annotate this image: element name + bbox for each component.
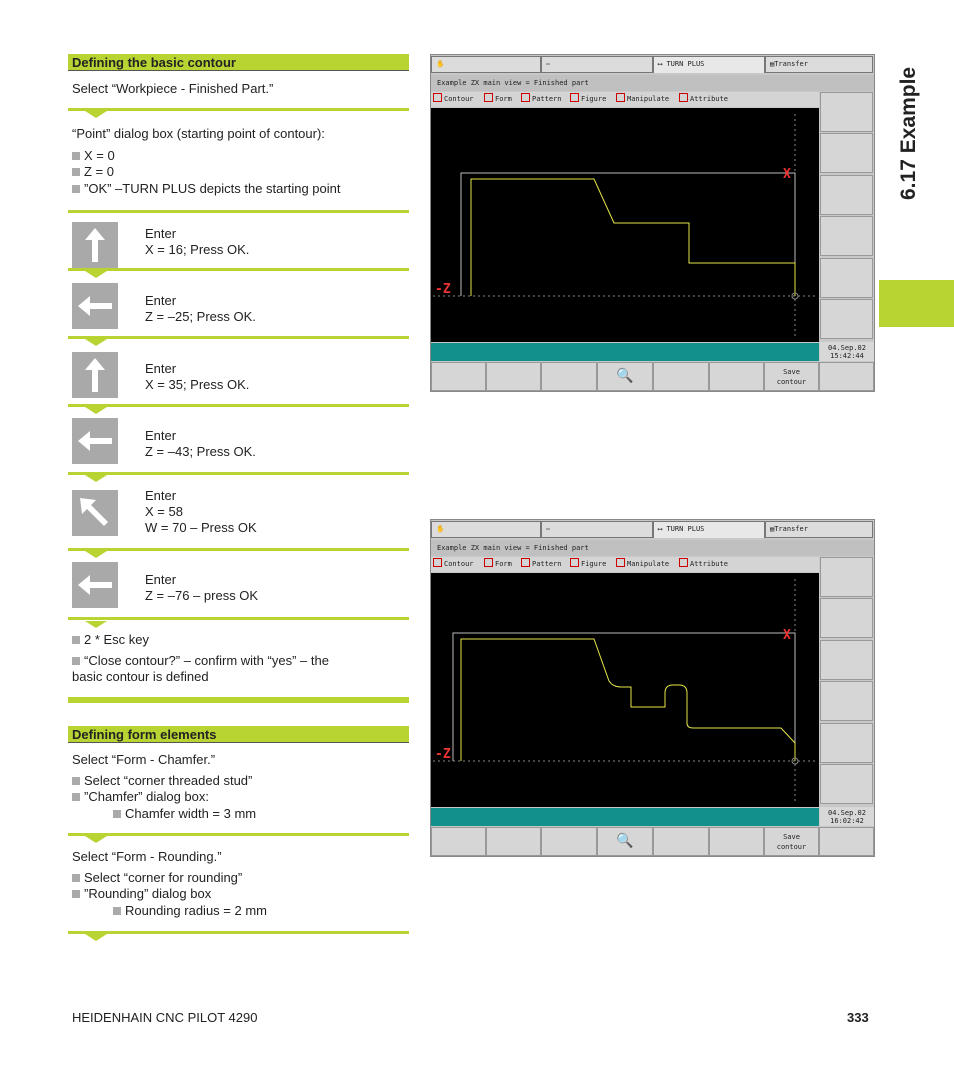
arrow-left-icon: [72, 283, 118, 329]
bullet-icon: [72, 168, 80, 176]
separator: [68, 336, 409, 339]
softkey[interactable]: [431, 362, 486, 391]
mode-tabs: [431, 520, 874, 539]
separator: [68, 548, 409, 551]
menu-item-contour[interactable]: Contour: [433, 92, 444, 107]
softkey[interactable]: [819, 362, 874, 391]
tab-turn-plus[interactable]: ⟷ TURN PLUS: [653, 521, 765, 538]
arrow-left-icon: [72, 418, 118, 464]
menu-item-pattern[interactable]: Pattern: [521, 92, 532, 107]
vertical-softkey[interactable]: [820, 133, 873, 173]
manipulate-icon: [616, 93, 625, 102]
instruction-select-chamfer: Select “Form - Chamfer.”: [72, 752, 216, 767]
menu-item-pattern[interactable]: Pattern: [521, 557, 532, 572]
separator-marker: [85, 934, 107, 941]
tab-automatic[interactable]: [541, 56, 653, 73]
status-bar: [431, 343, 819, 361]
save-disk-icon: ▤: [770, 60, 775, 68]
contour-icon: [433, 558, 442, 567]
softkey[interactable]: [486, 362, 541, 391]
form-icon: [484, 558, 493, 567]
vertical-softkey[interactable]: [820, 258, 873, 298]
separator: [68, 210, 409, 213]
magnifier-icon: 🔍: [616, 368, 634, 384]
vertical-softkey[interactable]: [820, 764, 873, 804]
separator-marker: [85, 407, 107, 414]
bullet-icon: [72, 874, 80, 882]
vertical-softkey[interactable]: [820, 216, 873, 256]
bullet-icon: [113, 810, 121, 818]
section-heading-form-elements: Defining form elements: [68, 726, 409, 743]
tab-transfer[interactable]: ▤Transfer: [765, 56, 873, 73]
save-disk-icon: ▤: [770, 525, 775, 533]
program-run-icon: ⇨: [546, 525, 551, 533]
menu-item-form[interactable]: Form: [484, 557, 495, 572]
contour-graphic: [431, 573, 819, 807]
mode-tabs: [431, 55, 874, 74]
separator: [68, 472, 409, 475]
horizontal-softkeys: [431, 827, 874, 856]
vertical-softkey[interactable]: [820, 92, 873, 132]
separator-marker: [85, 271, 107, 278]
tab-manual[interactable]: [431, 521, 541, 538]
bullet-icon: [72, 185, 80, 193]
separator: [68, 931, 409, 934]
date-time: 04.Sep.02 16:02:42: [820, 807, 874, 826]
step-text: Enter X = 35; Press OK.: [145, 361, 250, 392]
rounding-item: Select “corner for rounding”: [72, 870, 242, 886]
save-contour-button[interactable]: Save contour: [764, 362, 819, 391]
esc-instruction: 2 * Esc key: [72, 632, 149, 648]
menu-item-attribute[interactable]: Attribute: [679, 557, 690, 572]
point-dialog-intro: “Point” dialog box (starting point of contour):: [72, 126, 325, 141]
separator: [68, 697, 409, 703]
menu-item-contour[interactable]: Contour: [433, 557, 444, 572]
instruction-select-rounding: Select “Form - Rounding.”: [72, 849, 222, 864]
tab-transfer[interactable]: ▤Transfer: [765, 521, 873, 538]
bullet-icon: [72, 152, 80, 160]
separator: [68, 404, 409, 407]
menu-bar: [431, 92, 819, 107]
arrow-left-icon: [72, 562, 118, 608]
separator-marker: [85, 111, 107, 118]
tab-manual[interactable]: [431, 56, 541, 73]
vertical-softkey[interactable]: [820, 557, 873, 597]
pattern-icon: [521, 93, 530, 102]
step-text: Enter Z = –43; Press OK.: [145, 428, 256, 459]
manipulate-icon: [616, 558, 625, 567]
axis-x-label: X: [783, 167, 791, 182]
point-item: X = 0: [72, 148, 115, 164]
contour-view[interactable]: [431, 573, 819, 807]
hand-icon: ✋: [436, 525, 445, 533]
contour-view[interactable]: [431, 108, 819, 342]
softkey[interactable]: [653, 827, 709, 856]
contour-graphic: [431, 108, 819, 342]
menu-item-figure[interactable]: Figure: [570, 557, 581, 572]
menu-item-manipulate[interactable]: Manipulate: [616, 92, 627, 107]
chamfer-subitem: Chamfer width = 3 mm: [113, 806, 256, 822]
vertical-softkey[interactable]: [820, 723, 873, 763]
separator: [68, 833, 409, 836]
softkey[interactable]: [709, 827, 764, 856]
bullet-icon: [72, 793, 80, 801]
menu-item-attribute[interactable]: Attribute: [679, 92, 690, 107]
separator-marker: [85, 551, 107, 558]
separator-marker: [85, 339, 107, 346]
separator: [68, 108, 409, 111]
point-item: Z = 0: [72, 164, 114, 180]
menu-item-figure[interactable]: Figure: [570, 92, 581, 107]
date-time: 04.Sep.02 15:42:44: [820, 342, 874, 361]
hand-icon: ✋: [436, 60, 445, 68]
softkey-zoom[interactable]: [597, 827, 653, 856]
point-item: ”OK” –TURN PLUS depicts the starting point: [72, 181, 341, 197]
vertical-softkey[interactable]: [820, 175, 873, 215]
separator-marker: [85, 621, 107, 628]
bullet-icon: [113, 907, 121, 915]
bullet-icon: [72, 636, 80, 644]
step-text: Enter X = 58 W = 70 – Press OK: [145, 488, 257, 535]
separator: [68, 617, 409, 620]
bullet-icon: [72, 657, 80, 665]
vertical-softkey[interactable]: [820, 598, 873, 638]
softkey[interactable]: [709, 362, 764, 391]
bullet-icon: [72, 777, 80, 785]
footer-manual-title: HEIDENHAIN CNC PILOT 4290: [72, 1010, 258, 1025]
softkey[interactable]: [653, 362, 709, 391]
cnc-screenshot-1: [430, 54, 875, 392]
page-number: 333: [847, 1010, 869, 1025]
axis-z-label: -Z: [435, 747, 451, 762]
vertical-softkey[interactable]: [820, 640, 873, 680]
window-title: Example ZX main view = Finished part: [431, 75, 874, 91]
softkey[interactable]: [431, 827, 486, 856]
turn-plus-icon: ⟷: [658, 525, 663, 533]
bullet-icon: [72, 890, 80, 898]
chamfer-item: ”Chamfer” dialog box:: [72, 789, 209, 805]
separator-marker: [85, 475, 107, 482]
separator-marker: [85, 836, 107, 843]
arrow-up-left-icon: [72, 490, 118, 536]
contour-icon: [433, 93, 442, 102]
window-title: Example ZX main view = Finished part: [431, 540, 874, 556]
softkey[interactable]: [541, 827, 597, 856]
vertical-softkey[interactable]: [820, 299, 873, 339]
attribute-icon: [679, 558, 688, 567]
form-icon: [484, 93, 493, 102]
section-tab-marker: [879, 280, 954, 327]
arrow-up-icon: [72, 352, 118, 398]
instruction-select-workpiece: Select “Workpiece - Finished Part.”: [72, 81, 274, 96]
axis-z-label: -Z: [435, 282, 451, 297]
softkey-zoom[interactable]: [597, 362, 653, 391]
status-bar: [431, 808, 819, 826]
figure-icon: [570, 558, 579, 567]
rounding-subitem: Rounding radius = 2 mm: [113, 903, 267, 919]
magnifier-icon: 🔍: [616, 833, 634, 849]
pattern-icon: [521, 558, 530, 567]
vertical-softkey[interactable]: [820, 681, 873, 721]
axis-x-label: X: [783, 628, 791, 643]
attribute-icon: [679, 93, 688, 102]
arrow-up-icon: [72, 222, 118, 268]
horizontal-softkeys: [431, 362, 874, 391]
rounding-item: ”Rounding” dialog box: [72, 886, 211, 902]
cnc-screenshot-2: [430, 519, 875, 857]
figure-icon: [570, 93, 579, 102]
turn-plus-icon: ⟷: [658, 60, 663, 68]
step-text: Enter Z = –25; Press OK.: [145, 293, 256, 324]
menu-bar: [431, 557, 819, 572]
softkey[interactable]: [541, 362, 597, 391]
softkey[interactable]: [486, 827, 541, 856]
tab-automatic[interactable]: [541, 521, 653, 538]
program-run-icon: ⇨: [546, 60, 551, 68]
menu-item-manipulate[interactable]: Manipulate: [616, 557, 627, 572]
menu-item-form[interactable]: Form: [484, 92, 495, 107]
softkey[interactable]: [819, 827, 874, 856]
section-side-title: 6.17 Example: [897, 66, 920, 200]
step-text: Enter Z = –76 – press OK: [145, 572, 259, 603]
separator: [68, 268, 409, 271]
step-text: Enter X = 16; Press OK.: [145, 226, 250, 257]
close-contour-instruction: “Close contour?” – confirm with “yes” – the basic contour is defined: [72, 653, 329, 684]
chamfer-item: Select “corner threaded stud”: [72, 773, 252, 789]
save-contour-button[interactable]: Save contour: [764, 827, 819, 856]
section-heading-basic-contour: Defining the basic contour: [68, 54, 409, 71]
tab-turn-plus[interactable]: ⟷ TURN PLUS: [653, 56, 765, 73]
